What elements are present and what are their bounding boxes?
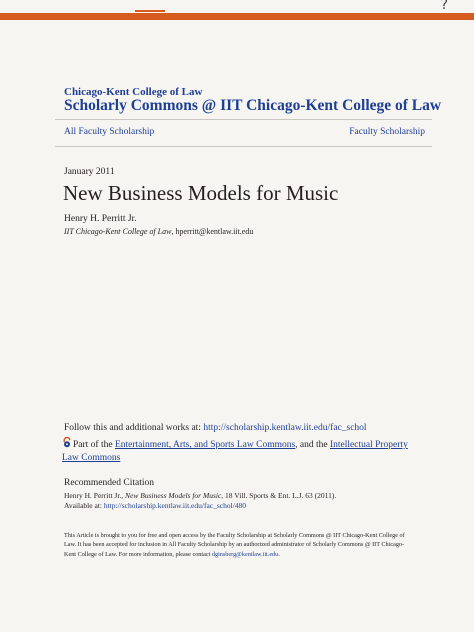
orange-stripe	[0, 13, 474, 20]
entertainment-law-commons-link[interactable]: Entertainment, Arts, and Sports Law Commons	[114, 440, 296, 450]
open-access-icon	[62, 437, 72, 448]
access-statement-end: .	[278, 550, 280, 558]
follow-url-link[interactable]: http://scholarship.kentlaw.iit.edu/fac_schol	[203, 423, 367, 433]
citation-url-link[interactable]: http://scholarship.kentlaw.iit.edu/fac_schol/480	[103, 500, 247, 510]
part-of-middle: , and the	[295, 440, 330, 450]
header-rule-top	[55, 119, 432, 120]
nav-all-faculty-scholarship[interactable]: All Faculty Scholarship	[64, 127, 155, 137]
article-title: New Business Models for Music	[63, 181, 339, 205]
article-author: Henry H. Perritt Jr.	[64, 214, 137, 224]
contact-email-link[interactable]: dginsberg@kentlaw.iit.edu	[211, 550, 279, 558]
part-of-line	[62, 437, 412, 464]
top-banner	[0, 0, 474, 20]
publication-date: January 2011	[64, 167, 115, 177]
citation-title: New Business Models for Music	[125, 491, 222, 500]
access-statement-text: This Article is brought to you for free and open access by the Faculty Scholarship at Scholarly Commons @ IIT Chicago-Kent College of Law. It has been accepted for inclusion in All Faculty Scholarship by an authorized administrator of Scholarly Commons @ IIT Chicago-Kent College of Law. For more information, please contact	[64, 532, 405, 558]
intellectual-property-law-commons-link[interactable]: Intellectual Property Law Commons	[62, 440, 408, 463]
citation-author: Henry H. Perritt Jr.,	[64, 491, 126, 500]
part-of-prefix: Part of the	[73, 440, 115, 450]
author-affiliation	[64, 227, 253, 236]
banner-tab	[135, 10, 165, 12]
institution-name[interactable]: Chicago-Kent College of Law	[64, 86, 203, 98]
follow-label: Follow this and additional works at:	[64, 423, 204, 433]
citation-text	[64, 491, 336, 510]
follow-line	[64, 423, 367, 433]
access-statement	[64, 531, 412, 559]
question-mark-icon: ?	[440, 0, 448, 13]
repository-name[interactable]: Scholarly Commons @ IIT Chicago-Kent College of Law	[64, 97, 442, 114]
available-label: Available at:	[64, 500, 104, 510]
citation-source: , 18 Vill. Sports & Ent. L.J. 63 (2011).	[221, 491, 337, 500]
nav-faculty-scholarship[interactable]: Faculty Scholarship	[349, 127, 425, 137]
header-rule-bottom	[55, 146, 432, 147]
recommended-citation-heading: Recommended Citation	[64, 478, 154, 488]
author-email: , hperritt@kentlaw.iit.edu	[171, 227, 254, 236]
affiliation-name: IIT Chicago-Kent College of Law	[64, 227, 172, 236]
